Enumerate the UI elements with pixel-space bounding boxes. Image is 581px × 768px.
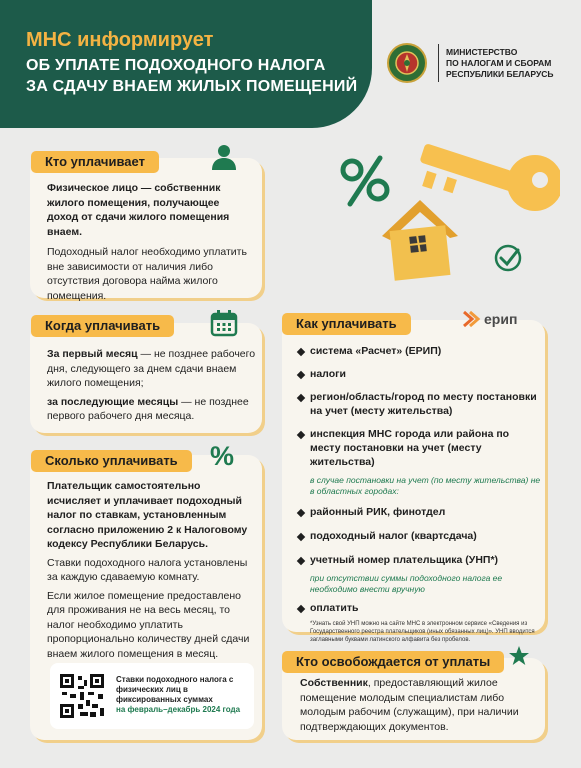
person-icon: [211, 143, 237, 171]
erip-arrows-icon: [462, 309, 482, 329]
ministry-divider: [438, 44, 439, 82]
how-pay-item: налоги: [296, 367, 541, 381]
how-pay-item: оплатить: [296, 601, 541, 615]
percent-sign-illustration: [343, 158, 387, 204]
header-title: МНС информирует: [26, 29, 214, 51]
how-pay-note2: при отсутствии суммы подоходного налога ее необходимо внести вручную: [310, 573, 503, 594]
exempt-bold: Собственник: [300, 677, 368, 689]
how-pay-item: районный РИК, финотдел: [296, 505, 541, 519]
how-much-para1: Плательщик самостоятельно исчисляет и уплачивает подоходный налог по ставкам, установленным согласно приложению 2 к Налоговому кодексу Республики Беларусь.: [47, 480, 248, 550]
when-pay-first-rest: — не позднее рабочего дня, следующего за днем сдачи внаем жилого помещения;: [47, 348, 256, 389]
who-pays-card: [30, 158, 262, 302]
calendar-icon: [210, 309, 238, 337]
when-pay-first-bold: За первый месяц: [47, 348, 138, 360]
how-pay-card: [282, 320, 545, 643]
when-pay-next: [47, 395, 257, 424]
qr-period: на февраль–декабрь 2024 года: [116, 705, 241, 714]
when-pay-first: [47, 347, 257, 391]
ministry-line1: МИНИСТЕРСТВО: [446, 47, 518, 57]
how-pay-label: Как уплачивать: [282, 313, 411, 335]
qr-code[interactable]: [58, 672, 106, 720]
erip-text: ерип: [484, 311, 518, 327]
how-pay-footnote: *Узнать свой УНП можно на сайте МНС в электронном сервисе «Сведения из Государственного реестра плательщиков (иных обязанных лиц)». УНП вводится заглавными буквами латинского алфавита без пробелов.: [310, 621, 535, 643]
exempt-text: [300, 676, 535, 734]
qr-box: [50, 663, 254, 729]
how-pay-item: регион/область/город по месту постановки на учет (месту жительства): [296, 390, 541, 418]
header-subtitle-line1: ОБ УПЛАТЕ ПОДОХОДНОГО НАЛОГА: [26, 57, 326, 74]
who-pays-para1: Физическое лицо — собственник жилого помещения, получающее доход от сдачи жилого помещения внаем.: [47, 182, 230, 238]
ministry-logo: [386, 42, 576, 84]
key-house-illustration: [320, 128, 560, 288]
how-pay-item: учетный номер плательщика (УНП*): [296, 553, 541, 567]
when-pay-next-bold: за последующие месяцы: [47, 395, 179, 408]
star-icon: [508, 645, 530, 667]
exempt-label: Кто освобождается от уплаты: [282, 651, 504, 673]
ministry-line3: РЕСПУБЛИКИ БЕЛАРУСЬ: [446, 69, 554, 79]
how-much-card: [30, 455, 262, 740]
how-much-para3: Если жилое помещение предоставлено для проживания не на весь месяц, то налог необходимо уплатить пропорционально количеству дней сдачи внаем жилого помещения в месяц.: [47, 589, 250, 660]
ministry-line2: ПО НАЛОГАМ И СБОРАМ: [446, 58, 552, 68]
erip-logo: [462, 309, 517, 329]
when-pay-card: [30, 323, 262, 433]
percent-icon: %: [210, 441, 235, 471]
header-banner: [0, 0, 372, 128]
ministry-name: [446, 47, 553, 80]
how-pay-list-a: [296, 344, 541, 469]
who-pays-label: Кто уплачивает: [31, 151, 159, 173]
how-much-para2: Ставки подоходного налога установлены за каждую сдаваемую комнату.: [47, 556, 248, 583]
when-pay-label: Когда уплачивать: [31, 315, 174, 337]
how-pay-item: подоходный налог (квартсдача): [296, 529, 541, 543]
how-pay-note1: в случае постановки на учет (по месту жительства) не в областных городах:: [310, 475, 541, 496]
how-pay-item: инспекция МНС города или района по месту постановки на учет (месту жительства): [296, 427, 541, 469]
ministry-emblem-icon: [386, 42, 428, 84]
how-pay-list-c: [296, 601, 541, 615]
exempt-rest: , предоставляющий жилое помещение молодым специалистам либо молодым рабочим (служащим), при наличии подтверждающих документов.: [300, 677, 519, 733]
header-subtitle-line2: ЗА СДАЧУ ВНАЕМ ЖИЛЫХ ПОМЕЩЕНИЙ: [26, 78, 358, 95]
house-illustration: [382, 200, 458, 281]
who-pays-para2: Подоходный налог необходимо уплатить вне зависимости от наличия либо отсутствия договора найма жилого помещения.: [47, 246, 247, 302]
how-much-label: Сколько уплачивать: [31, 450, 192, 472]
key-illustration: [419, 143, 560, 211]
when-pay-next-rest: — не позднее первого рабочего дня месяца.: [47, 395, 249, 422]
how-pay-item: система «Расчет» (ЕРИП): [296, 344, 541, 358]
checkmark-icon: [496, 246, 520, 270]
qr-caption: Ставки подоходного налога с физических лиц в фиксированных суммах: [116, 675, 234, 704]
how-pay-list-b: [296, 505, 541, 567]
